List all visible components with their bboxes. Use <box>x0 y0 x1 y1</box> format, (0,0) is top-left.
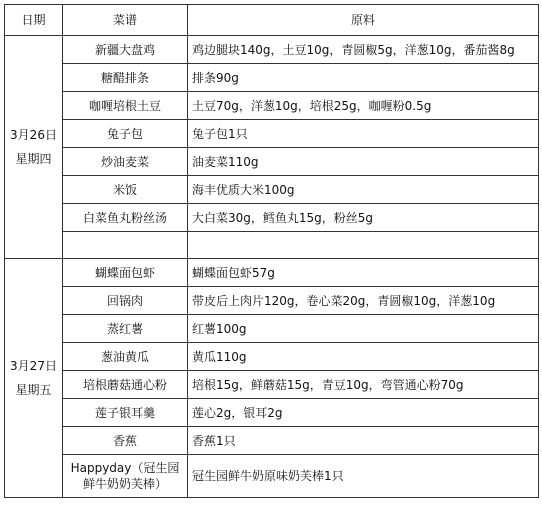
table-row <box>5 455 539 498</box>
ingredients-cell: 土豆70g，洋葱10g，培根25g，咖喱粉0.5g <box>188 92 539 120</box>
table-row <box>5 343 539 371</box>
header-date: 日期 <box>5 5 63 36</box>
ingredients-cell: 黄瓜110g <box>188 343 539 371</box>
table-row <box>5 259 539 287</box>
ingredients-cell: 油麦菜110g <box>188 148 539 176</box>
table-row <box>5 204 539 232</box>
table-row <box>5 399 539 427</box>
dish-cell: 咖喱培根土豆 <box>63 92 188 120</box>
ingredients-cell: 香蕉1只 <box>188 427 539 455</box>
date-cell <box>5 259 63 498</box>
table-row <box>5 287 539 315</box>
table-row <box>5 64 539 92</box>
dish-cell: 蝴蝶面包虾 <box>63 259 188 287</box>
dish-cell: 米饭 <box>63 176 188 204</box>
table-row <box>5 92 539 120</box>
date-label: 3月27日 <box>10 359 57 373</box>
menu-table <box>4 4 539 498</box>
ingredients-cell: 排条90g <box>188 64 539 92</box>
table-row <box>5 36 539 64</box>
table-row <box>5 120 539 148</box>
table-row <box>5 427 539 455</box>
weekday-label: 星期五 <box>15 383 52 397</box>
dish-cell: 糖醋排条 <box>63 64 188 92</box>
ingredients-cell: 冠生园鲜牛奶原味奶芙棒1只 <box>188 455 539 498</box>
ingredients-cell: 海丰优质大米100g <box>188 176 539 204</box>
dish-cell: 香蕉 <box>63 427 188 455</box>
ingredients-cell: 兔子包1只 <box>188 120 539 148</box>
dish-cell: 莲子银耳羹 <box>63 399 188 427</box>
dish-cell: 新疆大盘鸡 <box>63 36 188 64</box>
header-ingredients: 原料 <box>188 5 539 36</box>
ingredients-cell: 莲心2g，银耳2g <box>188 399 539 427</box>
ingredients-cell: 大白菜30g，鳕鱼丸15g，粉丝5g <box>188 204 539 232</box>
dish-cell: 蒸红薯 <box>63 315 188 343</box>
header-dish: 菜谱 <box>63 5 188 36</box>
ingredients-cell: 培根15g，鲜蘑菇15g，青豆10g，弯管通心粉70g <box>188 371 539 399</box>
header-row <box>5 5 539 36</box>
dish-cell <box>63 232 188 259</box>
ingredients-cell: 鸡边腿块140g，土豆10g，青圆椒5g，洋葱10g，番茄酱8g <box>188 36 539 64</box>
date-label: 3月26日 <box>10 128 57 142</box>
table-row <box>5 176 539 204</box>
ingredients-cell: 蝴蝶面包虾57g <box>188 259 539 287</box>
dish-cell: 葱油黄瓜 <box>63 343 188 371</box>
table-row <box>5 148 539 176</box>
dish-cell: 兔子包 <box>63 120 188 148</box>
table-row <box>5 232 539 259</box>
dish-cell: 培根蘑菇通心粉 <box>63 371 188 399</box>
table-row <box>5 371 539 399</box>
ingredients-cell: 红薯100g <box>188 315 539 343</box>
date-cell <box>5 36 63 259</box>
dish-cell: 回锅肉 <box>63 287 188 315</box>
table-row <box>5 315 539 343</box>
dish-cell: 炒油麦菜 <box>63 148 188 176</box>
weekday-label: 星期四 <box>15 152 52 166</box>
dish-cell: 白菜鱼丸粉丝汤 <box>63 204 188 232</box>
ingredients-cell: 带皮后上肉片120g，卷心菜20g，青圆椒10g，洋葱10g <box>188 287 539 315</box>
dish-cell: Happyday（冠生园鲜牛奶奶芙棒） <box>63 455 188 498</box>
ingredients-cell <box>188 232 539 259</box>
